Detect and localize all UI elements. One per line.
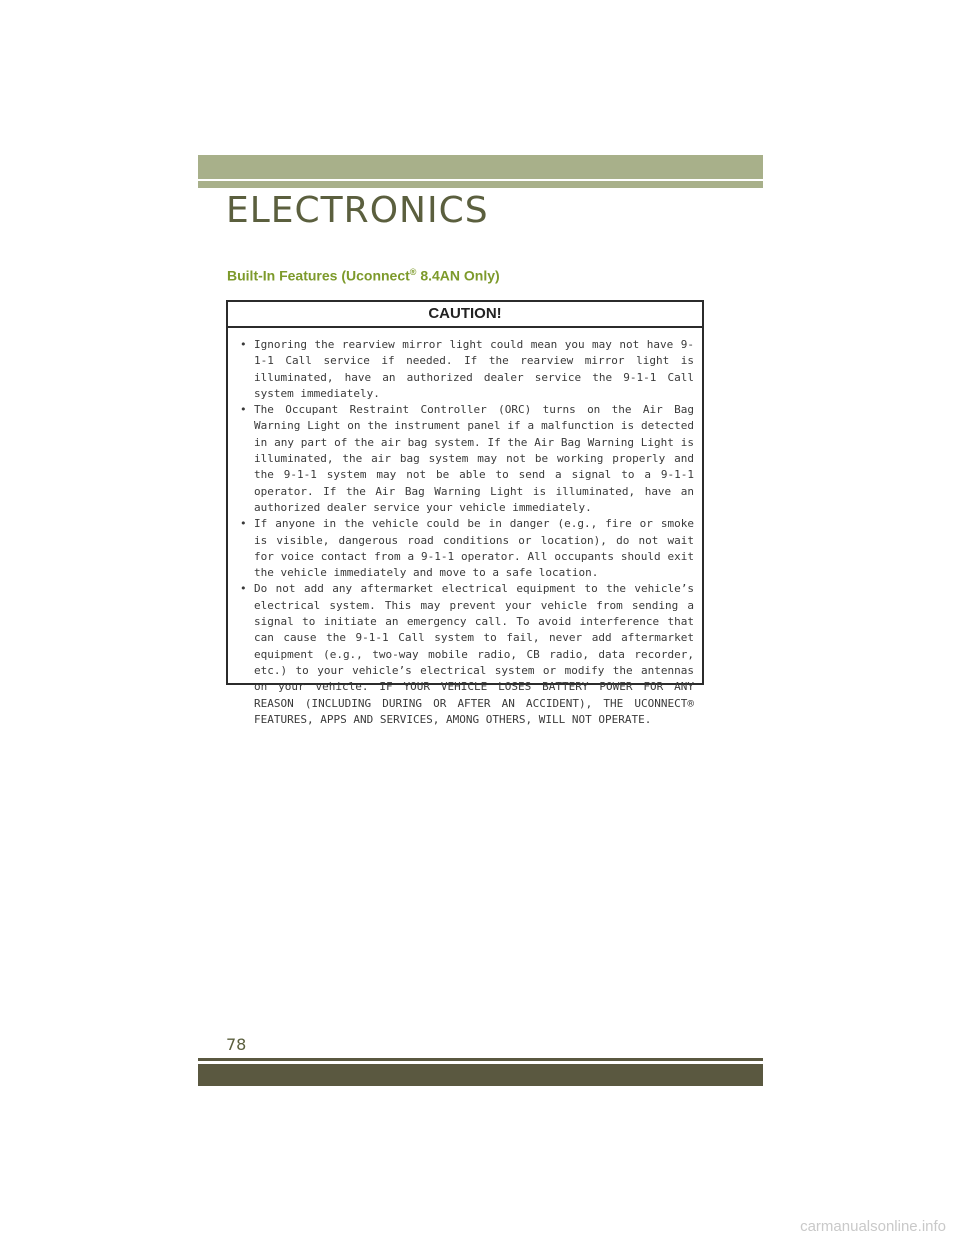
bullet-icon: • (240, 517, 247, 531)
caution-box (226, 300, 704, 726)
caution-item-text: Ignoring the rearview mirror light could mean you may not have 9-1-1 Call service if needed. If the rearview mirror light is illuminated, have an authorized dealer service the 9-1-1 Call system immediately. (254, 338, 694, 400)
header-rule (198, 181, 763, 188)
footer-bar (198, 1064, 763, 1086)
caution-item (240, 402, 694, 516)
bullet-icon: • (240, 403, 247, 417)
caution-item (240, 581, 694, 728)
subheading (227, 267, 500, 284)
subheading-text-end: 8.4AN Only) (416, 267, 500, 284)
watermark-link[interactable]: carmanualsonline.info (800, 1218, 946, 1235)
subheading-text: Built-In Features (Uconnect (227, 267, 410, 284)
caution-title: CAUTION! (228, 302, 702, 328)
caution-item-text: If anyone in the vehicle could be in danger (e.g., fire or smoke is visible, dangerous road conditions or location), do not wait for voice contact from a 9-1-1 operator. All occupants should exit the vehicle immediately and move to a safe location. (254, 517, 694, 580)
section-title: ELECTRONICS (226, 190, 489, 231)
caution-list (228, 328, 702, 728)
caution-item (240, 516, 694, 581)
bullet-icon: • (240, 338, 247, 351)
footer-rule (198, 1058, 763, 1061)
caution-item-text: Do not add any aftermarket electrical equipment to the vehicle’s electrical system. This may prevent your vehicle from sending a signal to initiate an emergency call. To avoid interference that can cause the 9-1-1 Call system to fail, never add aftermarket equipment (e.g., two-way mobile radio, CB radio, data recorder, etc.) to your vehicle’s electrical system or modify the antennas on your vehicle. IF YOUR VEHICLE LOSES BATTERY POWER FOR ANY REASON (INCLUDING DURING OR AFTER AN ACCIDENT), THE UCONNECT® FEATURES, APPS AND SERVICES, AMONG OTHERS, WILL NOT OPERATE. (254, 582, 694, 726)
caution-item-text: The Occupant Restraint Controller (ORC) turns on the Air Bag Warning Light on the instrument panel if a malfunction is detected in any part of the air bag system. If the Air Bag Warning Light is illuminated, the air bag system may not be working properly and the 9-1-1 system may not be able to send a signal to a 9-1-1 operator. If the Air Bag Warning Light is illuminated, have an authorized dealer service your vehicle immediately. (254, 403, 694, 514)
header-bar (198, 155, 763, 179)
registered-mark: ® (409, 267, 417, 277)
caution-item (240, 337, 694, 402)
bullet-icon: • (240, 582, 247, 596)
page-number: 78 (226, 1035, 247, 1054)
